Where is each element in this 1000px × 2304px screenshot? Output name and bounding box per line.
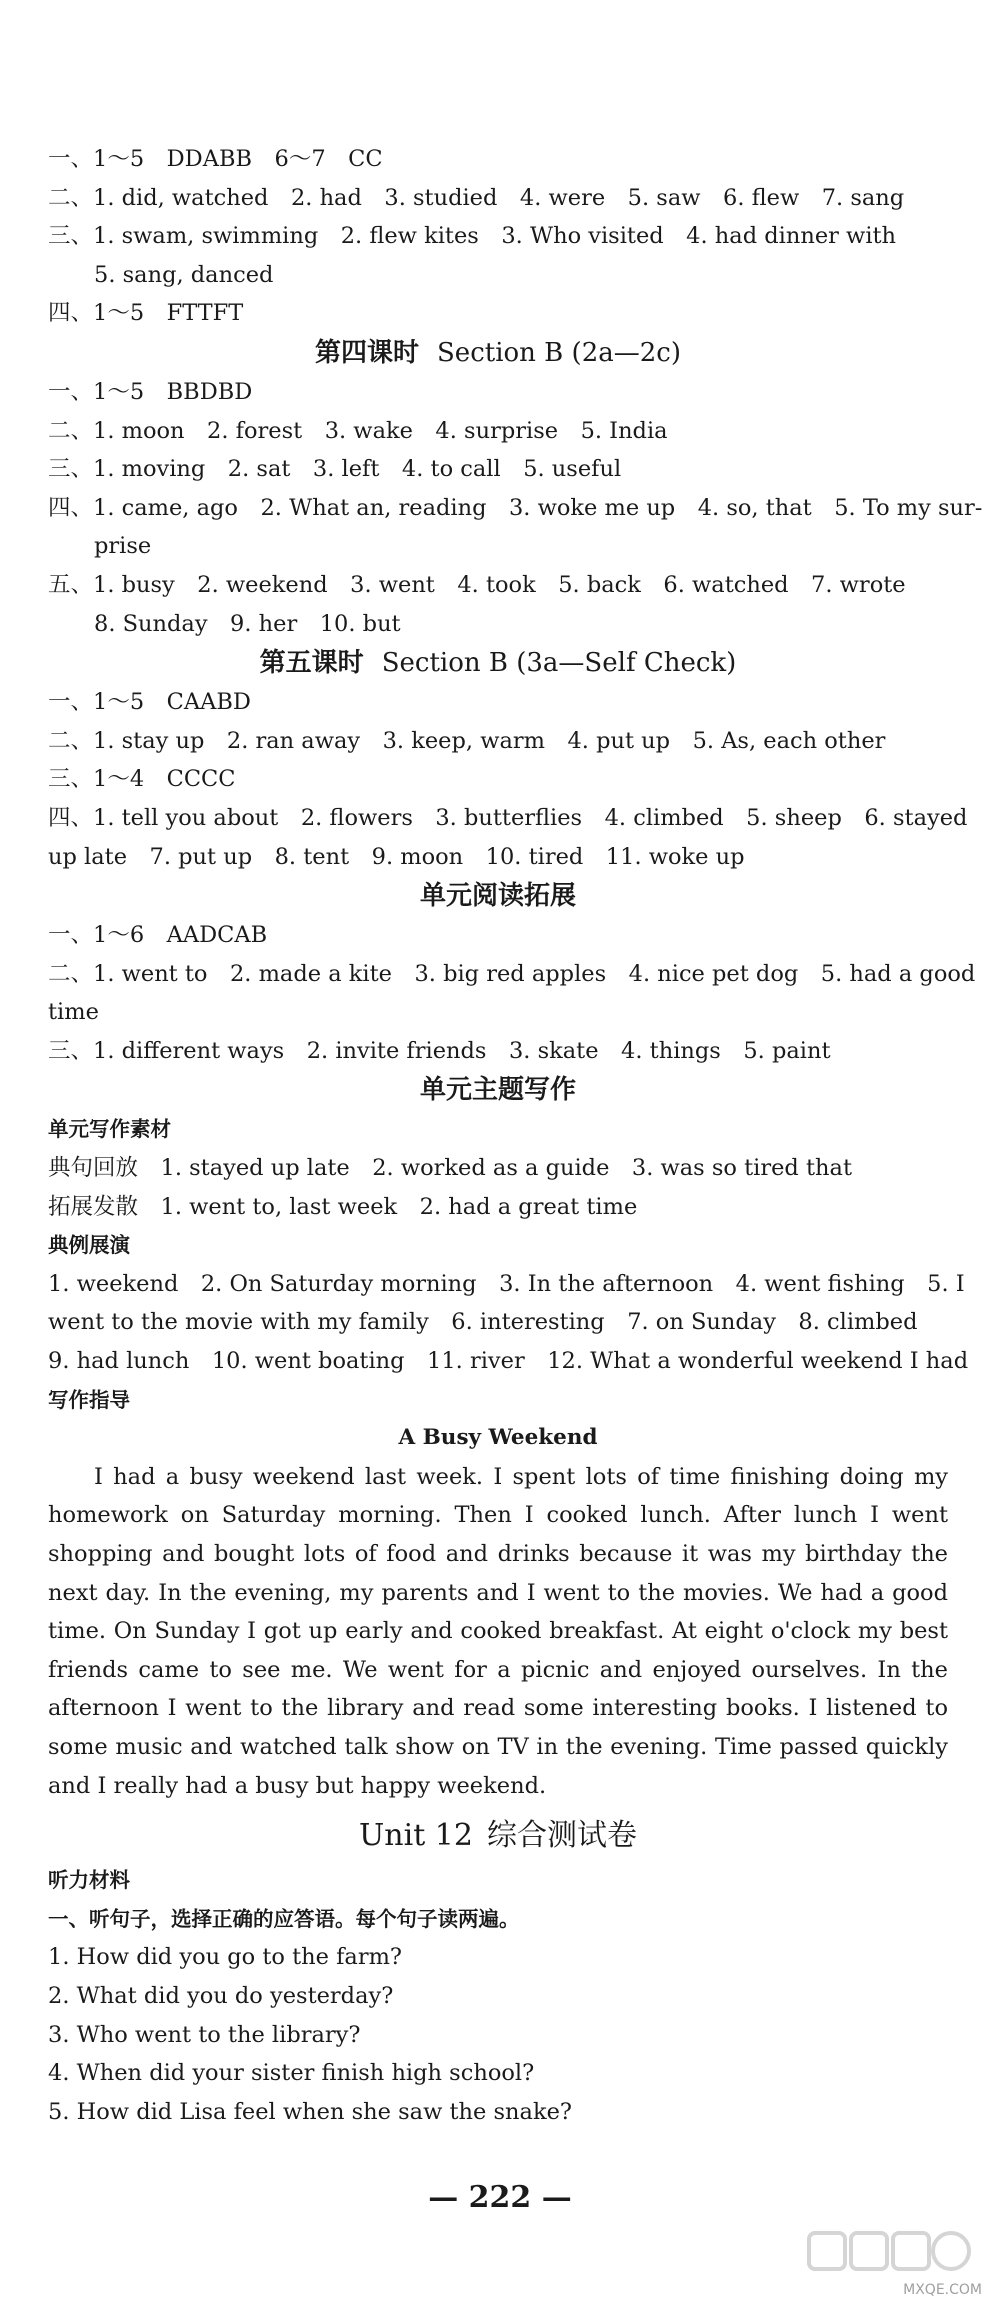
watermark-text: MXQE.COM bbox=[903, 2282, 982, 2298]
page-number: — 222 — bbox=[428, 2180, 572, 2215]
answer-line: 拓展发散 1. went to, last week 2. had a great time bbox=[48, 1193, 638, 1220]
answer-line: 三、1～4 CCCC bbox=[48, 766, 236, 793]
unit-heading-en: Unit 12 bbox=[359, 1818, 473, 1854]
essay-title: A Busy Weekend bbox=[398, 1425, 598, 1451]
answer-line: prise bbox=[94, 533, 152, 560]
section-heading-en: Section B (3a—Self Check) bbox=[381, 648, 737, 679]
answer-page bbox=[48, 140, 983, 2131]
answer-line: 一、1～5 CAABD bbox=[48, 689, 251, 716]
answer-line: went to the movie with my family 6. interesting 7. on Sunday 8. climbed bbox=[48, 1309, 918, 1336]
subheading: 典例展演 bbox=[48, 1233, 130, 1258]
answer-line: 1. weekend 2. On Saturday morning 3. In the afternoon 4. went fishing 5. I bbox=[48, 1270, 965, 1297]
answer-line: up late 7. put up 8. tent 9. moon 10. tired 11. woke up bbox=[48, 843, 745, 870]
answer-line: 二、1. went to 2. made a kite 3. big red apples 4. nice pet dog 5. had a good bbox=[48, 960, 976, 987]
essay-text: I had a busy weekend last week. I spent lots of time finishing doing my homework on Saturday morning. Then I cooked lunch. After lunch I went shopping and bought lots of food and drinks because it was my birthday the next day. In the evening, my parents and I went to the movies. We had a good time. On Sunday I got up early and cooked breakfast. At eight o'clock my best friends came to see me. We went for a picnic and enjoyed ourselves. In the afternoon I went to the library and read some interesting books. I listened to some music and watched talk show on TV in the evening. Time passed quickly and I really had a busy but happy weekend. bbox=[48, 1463, 948, 1799]
answer-line: 一、1～5 BBDBD bbox=[48, 378, 253, 405]
section-heading bbox=[48, 1070, 948, 1110]
unit-heading bbox=[48, 1811, 948, 1861]
subheading: 写作指导 bbox=[48, 1387, 130, 1412]
subheading: 听力材料 bbox=[48, 1868, 130, 1893]
question-line: 2. What did you do yesterday? bbox=[48, 1982, 394, 2009]
subheading: 单元写作素材 bbox=[48, 1117, 171, 1142]
answer-line: 一、1～5 DDABB 6～7 CC bbox=[48, 146, 383, 172]
answer-line: 9. had lunch 10. went boating 11. river 12. What a wonderful weekend I had bbox=[48, 1348, 969, 1375]
instruction: 一、听句子，选择正确的应答语。每个句子读两遍。 bbox=[48, 1906, 520, 1931]
answer-line: 四、1～5 FTTFT bbox=[48, 300, 244, 327]
essay-paragraph bbox=[48, 1458, 948, 1805]
answer-line: time bbox=[48, 999, 99, 1026]
question-line: 3. Who went to the library? bbox=[48, 2021, 361, 2048]
question-line: 1. How did you go to the farm? bbox=[48, 1944, 402, 1971]
answer-line: 二、1. did, watched 2. had 3. studied 4. were 5. saw 6. flew 7. sang bbox=[48, 184, 905, 211]
unit-heading-zh: 综合测试卷 bbox=[486, 1818, 637, 1854]
answer-line: 5. sang, danced bbox=[94, 261, 274, 288]
section-heading bbox=[48, 876, 948, 916]
section-heading-en: Section B (2a—2c) bbox=[437, 337, 681, 368]
question-line: 5. How did Lisa feel when she saw the snake? bbox=[48, 2098, 572, 2125]
answer-line: 三、1. moving 2. sat 3. left 4. to call 5. useful bbox=[48, 456, 622, 483]
question-line: 4. When did your sister finish high school? bbox=[48, 2060, 535, 2087]
section-heading-zh: 第四课时 bbox=[314, 337, 419, 368]
answer-line: 一、1～6 AADCAB bbox=[48, 922, 268, 949]
section-heading-zh: 单元阅读拓展 bbox=[419, 881, 576, 912]
answer-line: 三、1. different ways 2. invite friends 3. skate 4. things 5. paint bbox=[48, 1037, 831, 1064]
answer-line: 五、1. busy 2. weekend 3. went 4. took 5. back 6. watched 7. wrote bbox=[48, 571, 906, 598]
answer-line: 二、1. moon 2. forest 3. wake 4. surprise 5. India bbox=[48, 417, 668, 444]
answer-line: 四、1. came, ago 2. What an, reading 3. woke me up 4. so, that 5. To my sur- bbox=[48, 494, 983, 521]
section-heading-zh: 单元主题写作 bbox=[419, 1075, 576, 1106]
section-heading-zh: 第五课时 bbox=[259, 648, 364, 679]
answer-line: 四、1. tell you about 2. flowers 3. butterflies 4. climbed 5. sheep 6. stayed bbox=[48, 804, 968, 831]
answer-line: 8. Sunday 9. her 10. but bbox=[94, 610, 401, 637]
answer-line: 三、1. swam, swimming 2. flew kites 3. Who visited 4. had dinner with bbox=[48, 223, 897, 250]
answer-line: 典句回放 1. stayed up late 2. worked as a guide 3. was so tired that bbox=[48, 1155, 852, 1182]
section-heading bbox=[48, 643, 948, 683]
answer-line: 二、1. stay up 2. ran away 3. keep, warm 4. put up 5. As, each other bbox=[48, 727, 886, 754]
section-heading bbox=[48, 333, 948, 373]
